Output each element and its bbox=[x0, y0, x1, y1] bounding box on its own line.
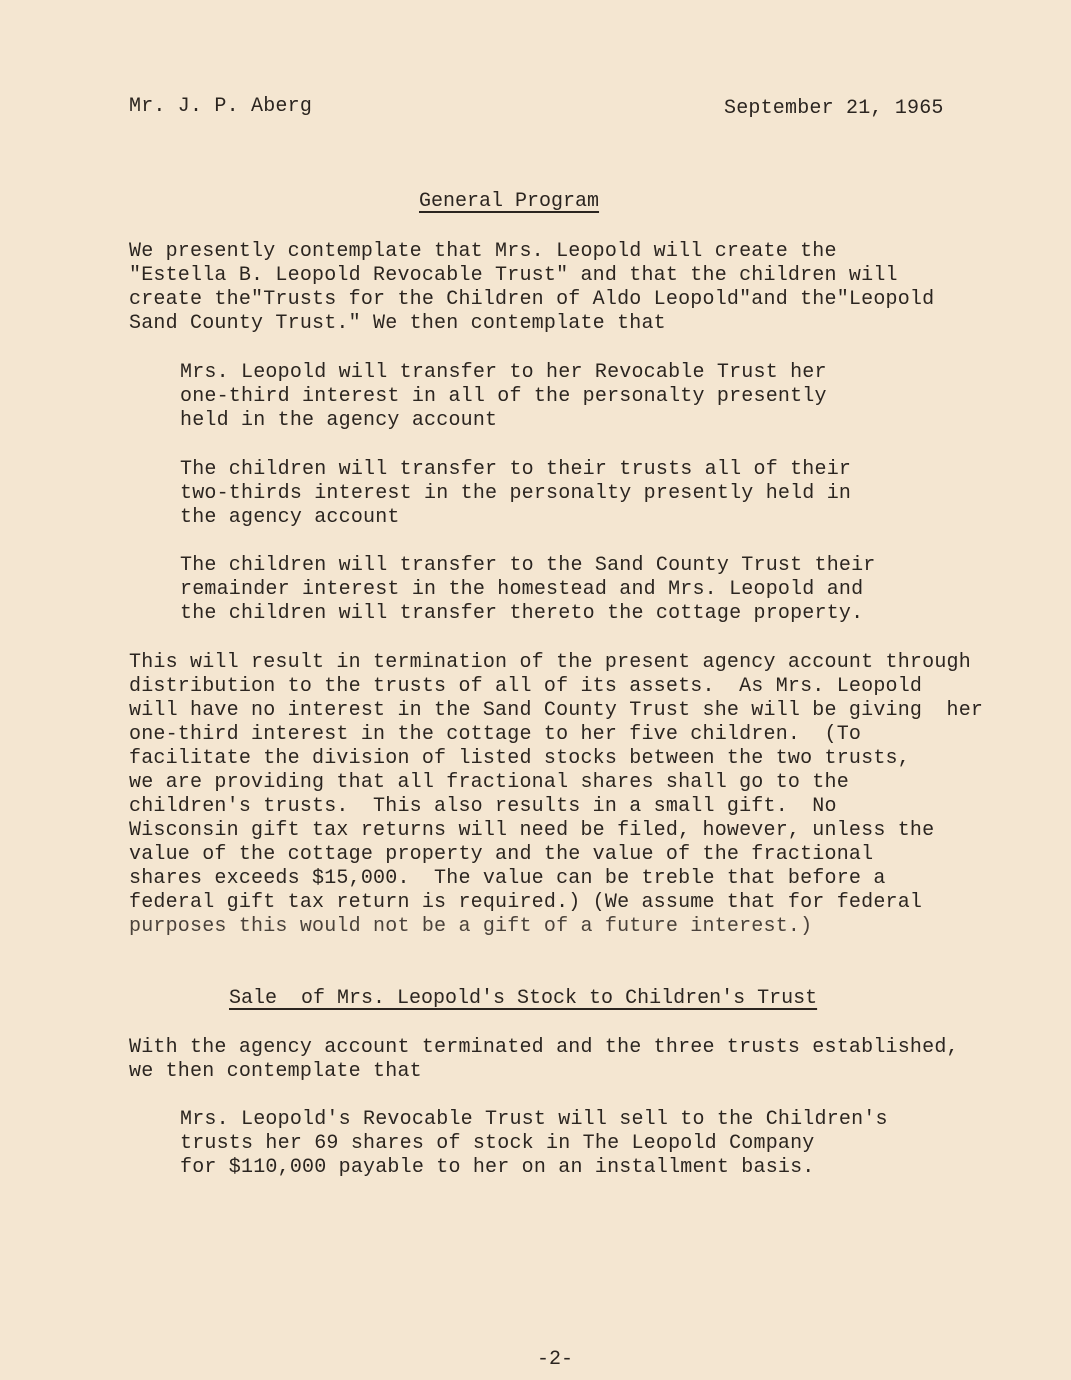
paragraph-line: shares exceeds $15,000. The value can be treble that before a bbox=[129, 867, 886, 890]
paragraph-line: two-thirds interest in the personalty presently held in bbox=[180, 482, 852, 505]
paragraph-line: facilitate the division of listed stocks between the two trusts, bbox=[129, 747, 910, 770]
paragraph-line: the children will transfer thereto the cottage property. bbox=[180, 602, 864, 625]
paragraph-line: trusts her 69 shares of stock in The Leopold Company bbox=[180, 1132, 815, 1155]
paragraph-line: held in the agency account bbox=[180, 409, 498, 432]
section-heading-stock-sale: Sale of Mrs. Leopold's Stock to Children's Trust bbox=[229, 987, 818, 1010]
paragraph-line: The children will transfer to their trusts all of their bbox=[180, 458, 852, 481]
paragraph-line: This will result in termination of the present agency account through bbox=[129, 651, 971, 674]
paragraph-line: for $110,000 payable to her on an installment basis. bbox=[180, 1156, 815, 1179]
paragraph-line: The children will transfer to the Sand County Trust their bbox=[180, 554, 876, 577]
paragraph-line: create the"Trusts for the Children of Aldo Leopold"and the"Leopold bbox=[129, 288, 935, 311]
page-number: -2- bbox=[537, 1348, 574, 1371]
paragraph-line: one-third interest in the cottage to her five children. (To bbox=[129, 723, 862, 746]
paragraph-line: we then contemplate that bbox=[129, 1060, 422, 1083]
paragraph-line: remainder interest in the homestead and Mrs. Leopold and bbox=[180, 578, 864, 601]
paragraph-line: we are providing that all fractional shares shall go to the bbox=[129, 771, 849, 794]
paragraph-line: Wisconsin gift tax returns will need be filed, however, unless the bbox=[129, 819, 935, 842]
section-heading-general-program: General Program bbox=[419, 190, 600, 213]
paragraph-line: purposes this would not be a gift of a future interest.) bbox=[129, 915, 813, 938]
paragraph-line: value of the cottage property and the value of the fractional bbox=[129, 843, 874, 866]
paragraph-line: Sand County Trust." We then contemplate that bbox=[129, 312, 666, 335]
paragraph-line: With the agency account terminated and the three trusts established, bbox=[129, 1036, 959, 1059]
paragraph-line: Mrs. Leopold will transfer to her Revocable Trust her bbox=[180, 361, 827, 384]
paragraph-line: We presently contemplate that Mrs. Leopold will create the bbox=[129, 240, 837, 263]
recipient-name: Mr. J. P. Aberg bbox=[129, 95, 313, 118]
letter-date: September 21, 1965 bbox=[724, 97, 944, 120]
paragraph-line: one-third interest in all of the personalty presently bbox=[180, 385, 827, 408]
paragraph-line: children's trusts. This also results in a small gift. No bbox=[129, 795, 837, 818]
paragraph-line: distribution to the trusts of all of its assets. As Mrs. Leopold bbox=[129, 675, 923, 698]
paragraph-line: "Estella B. Leopold Revocable Trust" and that the children will bbox=[129, 264, 898, 287]
paragraph-line: will have no interest in the Sand County Trust she will be giving her bbox=[129, 699, 984, 722]
paragraph-line: federal gift tax return is required.) (We assume that for federal bbox=[129, 891, 923, 914]
paragraph-line: the agency account bbox=[180, 506, 400, 529]
paragraph-line: Mrs. Leopold's Revocable Trust will sell to the Children's bbox=[180, 1108, 888, 1131]
